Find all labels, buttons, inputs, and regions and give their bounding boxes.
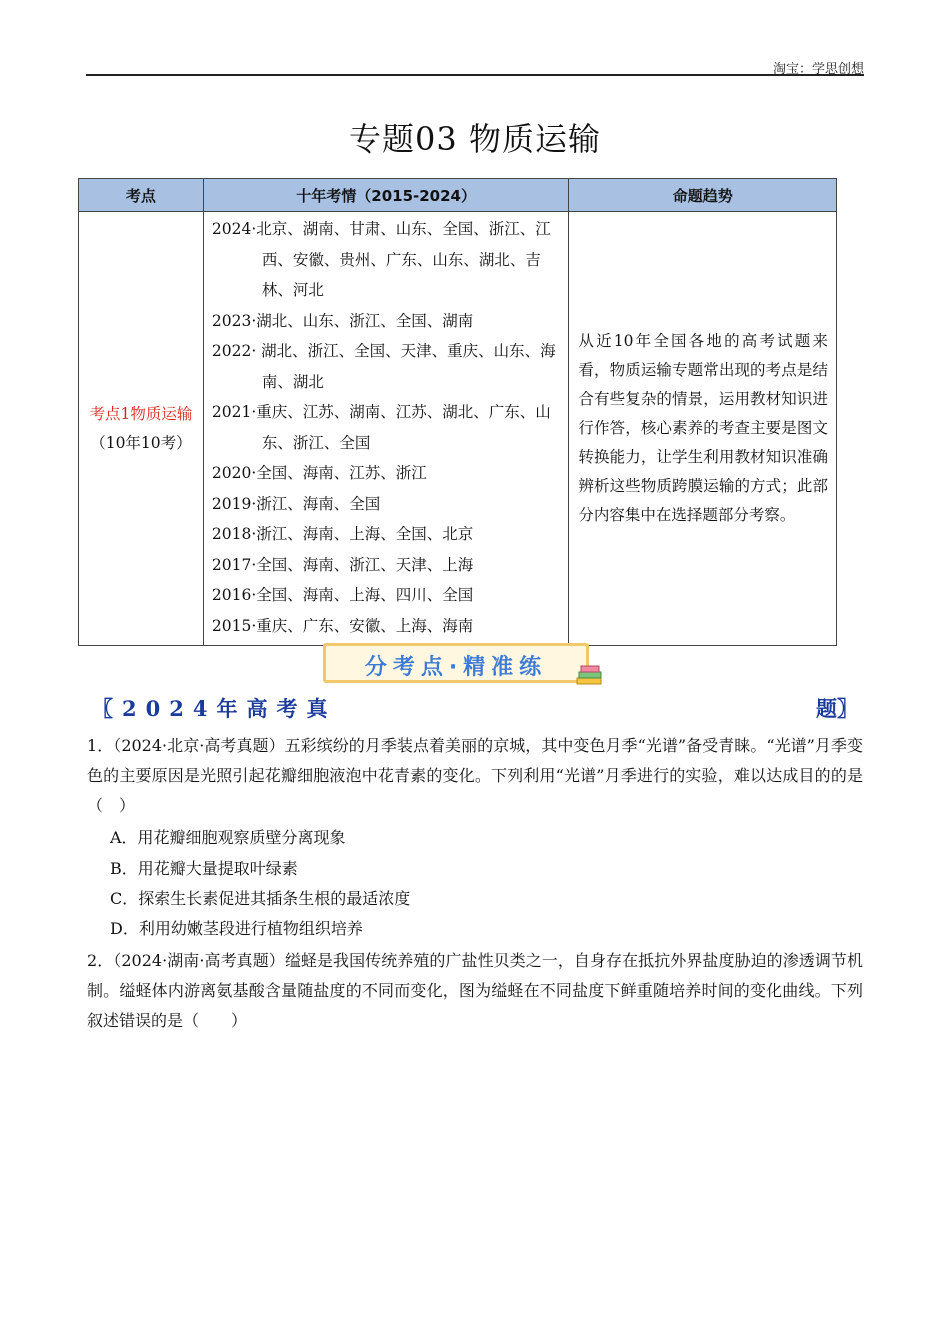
table-row bbox=[79, 212, 837, 646]
section-heading bbox=[92, 693, 858, 723]
year-line: 2023·湖北、山东、浙江、全国、湖南 bbox=[211, 311, 474, 330]
topic-cell bbox=[79, 212, 204, 646]
year-line: 2018·浙江、海南、上海、全国、北京 bbox=[211, 525, 474, 543]
section-heading-right: 题〗 bbox=[816, 696, 858, 721]
year-line: 2015·重庆、广东、安徽、上海、海南 bbox=[211, 616, 474, 635]
option-a: A．用花瓣细胞观察质壁分离现象 bbox=[110, 828, 346, 847]
year-line: 2024·北京、湖南、甘肃、山东、全国、浙江、江西、安徽、贵州、广东、山东、湖北、吉林、河北 bbox=[211, 220, 551, 299]
header-brand: 淘宝：学思创想 bbox=[772, 62, 864, 77]
year-line: 2019·浙江、海南、全国 bbox=[211, 494, 381, 513]
books-icon bbox=[575, 664, 605, 688]
badge-label: 分考点·精准练 bbox=[364, 655, 548, 680]
header-topic: 考点 bbox=[79, 179, 204, 212]
practice-badge bbox=[323, 643, 589, 683]
year-line: 2020·全国、海南、江苏、浙江 bbox=[211, 464, 427, 482]
year-line: 2017·全国、海南、浙江、天津、上海 bbox=[211, 555, 474, 574]
option-c: C．探索生长素促进其插条生根的最适浓度 bbox=[110, 889, 411, 908]
header-years: 十年考情（2015-2024） bbox=[203, 179, 569, 212]
page-title: 专题03 物质运输 bbox=[349, 120, 601, 158]
years-cell bbox=[203, 212, 569, 646]
header-trend: 命题趋势 bbox=[569, 179, 837, 212]
topic-count: （10年10考） bbox=[90, 433, 192, 452]
topic-name: 考点1物质运输 bbox=[89, 404, 193, 423]
year-line: 2016·全国、海南、上海、四川、全国 bbox=[211, 586, 474, 604]
year-line: 2021·重庆、江苏、湖南、江苏、湖北、广东、山东、浙江、全国 bbox=[211, 403, 551, 452]
table-header-row bbox=[79, 179, 837, 212]
exam-table bbox=[78, 178, 837, 646]
section-heading-left: 〖2024年高考真 bbox=[92, 696, 337, 721]
trend-cell: 从近10年全国各地的高考试题来看，物质运输专题常出现的考点是结合有些复杂的情景，运用教材知识进行作答，核心素养的考查主要是图文转换能力，让学生利用教材知识准确辨析这些物质跨膜运输的方式；此部分内容集中在选择题部分考察。 bbox=[569, 212, 837, 646]
option-d: D．利用幼嫩茎段进行植物组织培养 bbox=[110, 919, 363, 938]
option-b: B．用花瓣大量提取叶绿素 bbox=[110, 859, 298, 878]
header-divider bbox=[86, 74, 864, 76]
year-line: 2022· 湖北、浙江、全国、天津、重庆、山东、海南、湖北 bbox=[211, 342, 556, 391]
question-1: 1．（2024·北京·高考真题）五彩缤纷的月季装点着美丽的京城，其中变色月季“光谱”备受青睐。“光谱”月季变色的主要原因是光照引起花瓣细胞液泡中花青素的变化。下列利用“光谱”月季进行的实验，难以达成目的的是（ ） bbox=[87, 736, 863, 815]
question-2: 2．（2024·湖南·高考真题）缢蛏是我国传统养殖的广盐性贝类之一，自身存在抵抗外界盐度胁迫的渗透调节机制。缢蛏体内游离氨基酸含量随盐度的不同而变化，图为缢蛏在不同盐度下鲜重随培养时间的变化曲线。下列叙述错误的是（ ） bbox=[87, 951, 863, 1030]
